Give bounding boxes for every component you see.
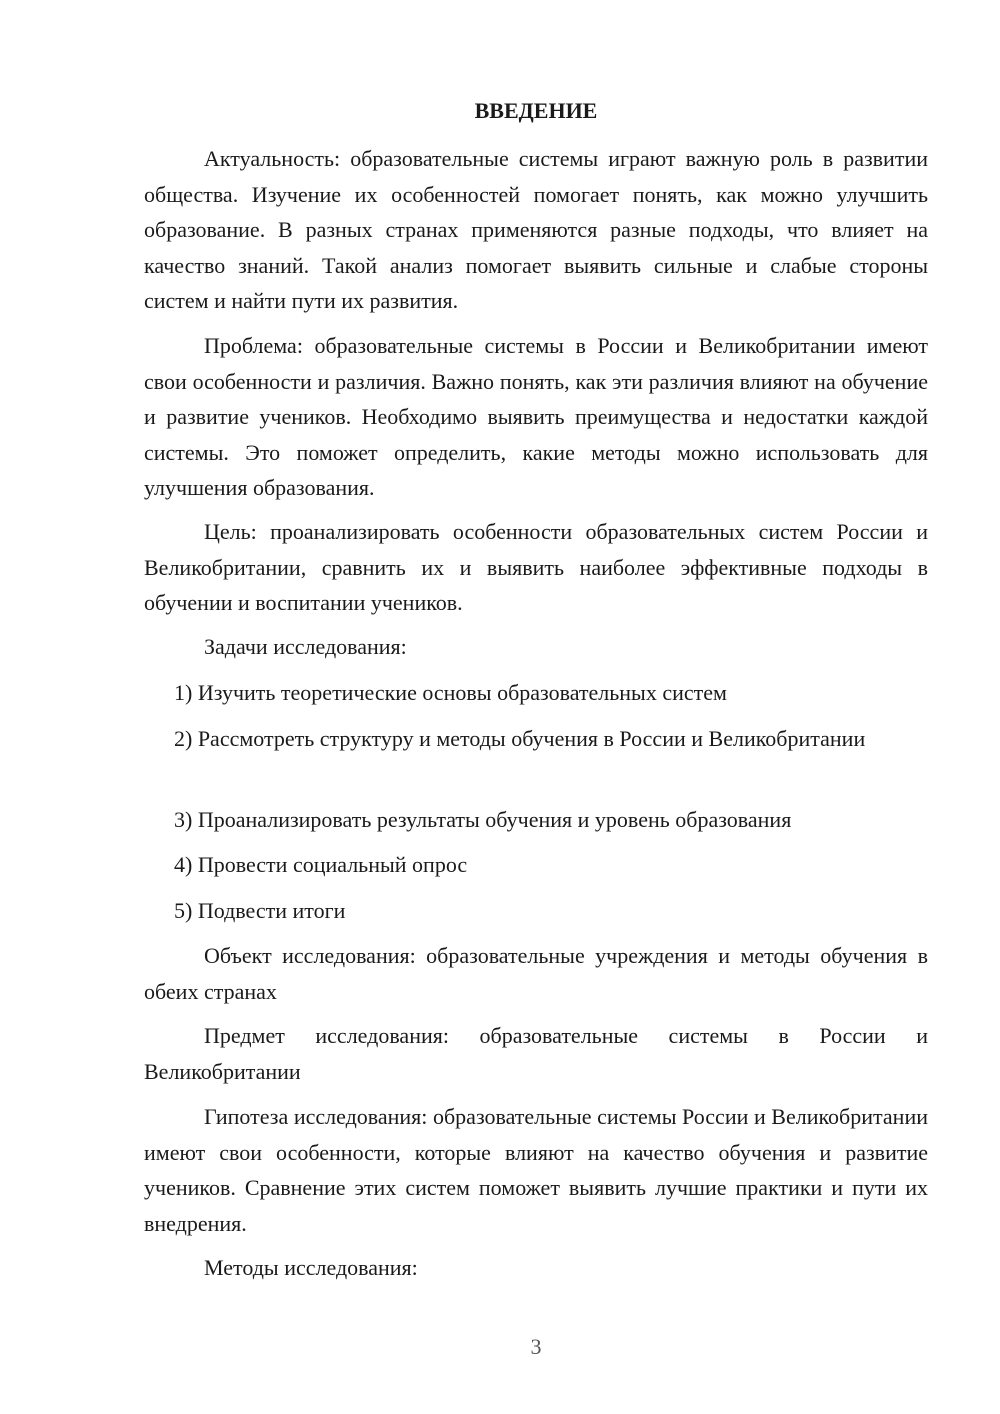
task-item-1: 1) Изучить теоретические основы образовательных систем	[174, 680, 727, 705]
paragraph-hypothesis: Гипотеза исследования: образовательные системы России и Великобритании имеют свои особенности, которые влияют на качество обучения и развитие учеников. Сравнение этих систем поможет выявить лучшие практики и пути их внедрения.	[144, 1104, 928, 1236]
task-item-5: 5) Подвести итоги	[174, 898, 346, 923]
task-item-2: 2) Рассмотреть структуру и методы обучения в России и Великобритании	[174, 726, 866, 751]
paragraph-goal: Цель: проанализировать особенности образовательных систем России и Великобритании, сравнить их и выявить наиболее эффективные подходы в обучении и воспитании учеников.	[144, 519, 928, 615]
task-item-3: 3) Проанализировать результаты обучения и уровень образования	[174, 807, 792, 832]
page-title: ВВЕДЕНИЕ	[474, 98, 598, 123]
page-number: 3	[530, 1334, 542, 1359]
paragraph-subject: Предмет исследования: образовательные системы в России и Великобритании	[144, 1023, 928, 1084]
paragraph-methods-heading: Методы исследования:	[204, 1255, 418, 1280]
paragraph-relevance: Актуальность: образовательные системы играют важную роль в развитии общества. Изучение их особенностей помогает понять, как можно улучшить образование. В разных странах применяются разные подходы, что влияет на качество знаний. Такой анализ помогает выявить сильные и слабые стороны систем и найти пути их развития.	[144, 146, 928, 313]
paragraph-problem: Проблема: образовательные системы в России и Великобритании имеют свои особенности и различия. Важно понять, как эти различия влияют на обучение и развитие учеников. Необходимо выявить преимущества и недостатки каждой системы. Это поможет определить, какие методы можно использовать для улучшения образования.	[144, 333, 928, 500]
task-item-4: 4) Провести социальный опрос	[174, 852, 468, 877]
paragraph-tasks-heading: Задачи исследования:	[204, 634, 407, 659]
paragraph-object: Объект исследования: образовательные учреждения и методы обучения в обеих странах	[144, 943, 928, 1004]
